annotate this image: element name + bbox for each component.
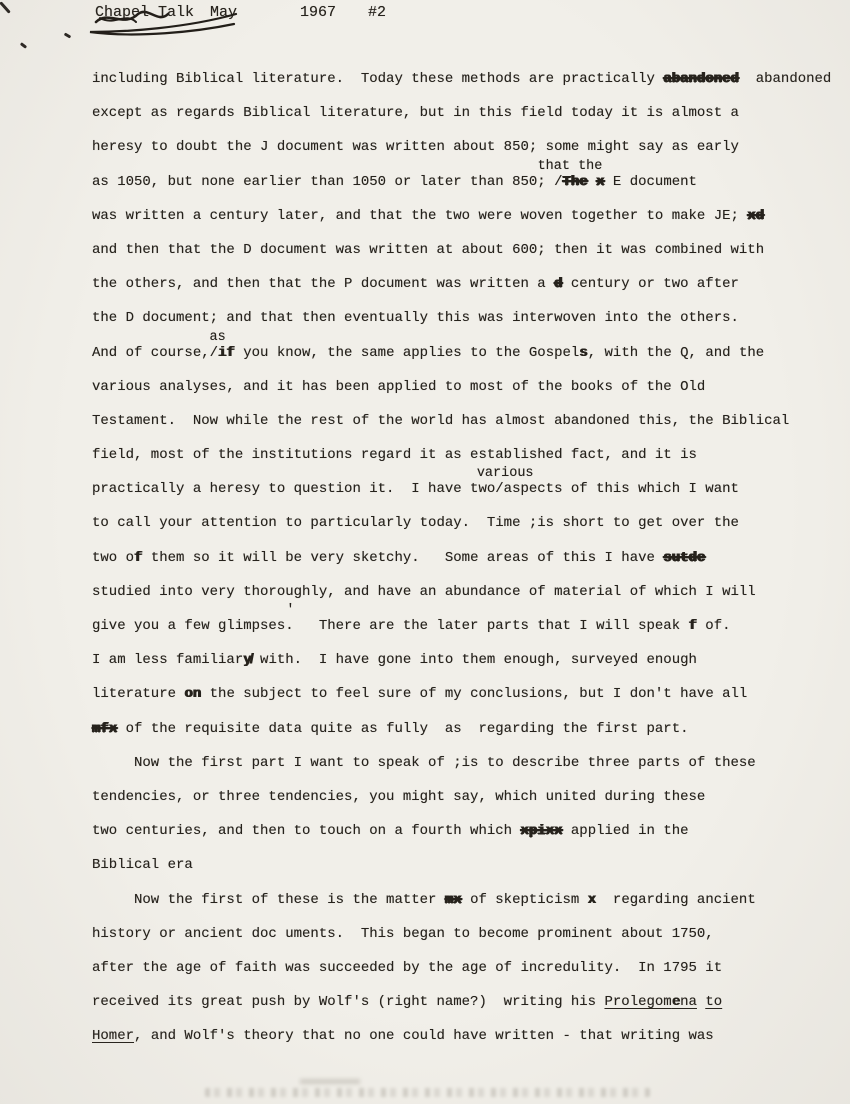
- text-line: [92, 329, 846, 370]
- text-segment: Now the first part I want to speak of ;is to describe three parts of these: [92, 754, 756, 771]
- text-line: [92, 199, 846, 233]
- text-segment: century or two after: [562, 276, 739, 293]
- struck-out-text: The: [562, 173, 588, 190]
- text-segment: to call your attention to particularly today. Time ;is short to get over the: [92, 515, 739, 532]
- text-segment: of the requisite data quite as fully as regarding the first part.: [117, 720, 689, 737]
- text-segment: f: [134, 549, 143, 566]
- text-segment: abandoned: [738, 71, 832, 87]
- text-segment: to: [705, 994, 723, 1011]
- page-bleed-through: [300, 1079, 360, 1084]
- text-line: [92, 780, 846, 814]
- header-title: Chapel Talk: [95, 4, 195, 21]
- text-line: [92, 62, 846, 96]
- text-segment: Biblical era: [92, 857, 193, 874]
- text-line: [92, 712, 846, 746]
- text-segment: y̸: [243, 652, 252, 669]
- struck-out-text: xd: [747, 207, 765, 224]
- text-segment: various analyses, and it has been applied to most of the books of the Old: [92, 378, 706, 395]
- text-segment: you know, the same applies to the Gospel: [234, 344, 580, 361]
- text-line: [92, 404, 846, 438]
- text-segment: s: [579, 344, 588, 361]
- text-segment: na: [680, 994, 697, 1011]
- text-segment: of skepticism: [461, 891, 588, 908]
- document-lines: [92, 62, 846, 1053]
- text-segment: e: [671, 994, 681, 1011]
- header-number: #2: [368, 4, 387, 21]
- struck-out-text: abandoned: [663, 71, 739, 87]
- text-segment: received its great push by Wolf's (right name?) writing his: [92, 994, 605, 1011]
- struck-out-text: d: [554, 276, 563, 293]
- text-segment: literature: [92, 686, 185, 703]
- text-segment: including Biblical literature. Today these methods are practically: [92, 71, 664, 87]
- text-segment: Now the first of these is the matter: [92, 891, 445, 908]
- text-segment: was written a century later, and that the two were woven together to make JE;: [92, 207, 748, 224]
- pen-mark: [64, 32, 72, 38]
- text-segment: E document: [604, 173, 697, 190]
- text-segment: tendencies, or three tendencies, you might say, which united during these: [92, 788, 706, 805]
- text-line: [92, 466, 846, 506]
- struck-out-text: mfx: [92, 720, 118, 737]
- text-segment: , and Wolf's theory that no one could have written - that writing was: [134, 1028, 714, 1045]
- text-line: [92, 985, 846, 1019]
- text-line: [92, 814, 846, 848]
- typed-insertion: various: [476, 466, 534, 482]
- struck-out-text: xpixx: [520, 823, 563, 840]
- text-line: [92, 746, 846, 780]
- text-line: [92, 603, 846, 643]
- text-segment: two o: [92, 549, 135, 566]
- text-segment: on: [184, 686, 202, 703]
- text-line: [92, 541, 846, 575]
- text-segment: [588, 174, 596, 190]
- text-line: [92, 1019, 846, 1053]
- struck-out-text: x: [596, 173, 605, 190]
- text-segment: I am less familiar: [92, 652, 244, 669]
- text-line: [92, 677, 846, 711]
- text-line: [92, 883, 846, 917]
- text-line: [92, 848, 846, 882]
- header-month: May: [210, 4, 238, 21]
- text-segment: field, most of the institutions regard it as established fact, and it is: [92, 447, 697, 464]
- text-line: [92, 233, 846, 267]
- text-segment: as 1050, but none earlier than 1050 or later than 850; /: [92, 173, 563, 190]
- text-segment: and then that the D document was written at about 600; then it was combined with: [92, 241, 765, 258]
- text-segment: applied in the: [562, 823, 689, 840]
- text-segment: the subject to feel sure of my conclusions, but I don't have all: [201, 686, 748, 703]
- text-line: [92, 438, 846, 472]
- text-line: [92, 643, 846, 677]
- text-line: [92, 158, 846, 199]
- text-line: [92, 575, 846, 609]
- text-segment: except as regards Biblical literature, but in this field today it is almost a: [92, 105, 739, 122]
- text-line: [92, 951, 846, 985]
- text-line: [92, 917, 846, 951]
- text-line: [92, 130, 846, 164]
- text-line: [92, 301, 846, 335]
- text-segment: history or ancient doc uments. This began to become prominent about 1750,: [92, 925, 714, 942]
- text-segment: with. I have gone into them enough, surveyed enough: [251, 652, 697, 669]
- typed-insertion: as: [209, 329, 226, 345]
- text-segment: Testament. Now while the rest of the world has almost abandoned this, the Biblical: [92, 412, 790, 429]
- text-segment: the others, and then that the P document was written a: [92, 276, 555, 293]
- text-segment: them so it will be very sketchy. Some areas of this I have: [142, 549, 664, 566]
- typed-insertion: that the: [537, 158, 603, 174]
- header-year: 1967: [300, 4, 337, 21]
- text-segment: Prolegom: [604, 994, 672, 1011]
- typed-insertion: ': [286, 603, 295, 618]
- text-line: [92, 96, 846, 130]
- text-segment: x: [587, 891, 597, 908]
- text-segment: of.: [696, 618, 731, 634]
- page-bleed-through: [205, 1088, 650, 1097]
- text-segment: studied into very thoroughly, and have an abundance of material of which I will: [92, 583, 756, 600]
- text-segment: f: [688, 618, 697, 634]
- struck-out-text: sutde: [663, 549, 706, 566]
- text-segment: heresy to doubt the J document was written about 850; some might say as early: [92, 139, 739, 156]
- struck-out-text: mx: [444, 891, 462, 908]
- text-segment: two centuries, and then to touch on a fourth which: [92, 823, 521, 840]
- text-segment: Homer: [92, 1028, 135, 1045]
- text-segment: give you a few glimpses. There are the later parts that I will speak: [92, 618, 689, 634]
- text-line: [92, 370, 846, 404]
- text-segment: practically a heresy to question it. I have two/aspects of this which I want: [92, 481, 739, 498]
- text-segment: And of course,/: [92, 344, 219, 361]
- text-line: [92, 267, 846, 301]
- text-segment: after the age of faith was succeeded by the age of incredulity. In 1795 it: [92, 959, 723, 976]
- pen-mark: [20, 42, 27, 49]
- text-segment: , with the Q, and the: [587, 344, 765, 361]
- text-line: [92, 506, 846, 540]
- page-header: [0, 4, 850, 28]
- text-segment: if: [218, 344, 235, 361]
- text-segment: regarding ancient: [596, 891, 756, 908]
- text-segment: the D document; and that then eventually this was interwoven into the others.: [92, 310, 739, 327]
